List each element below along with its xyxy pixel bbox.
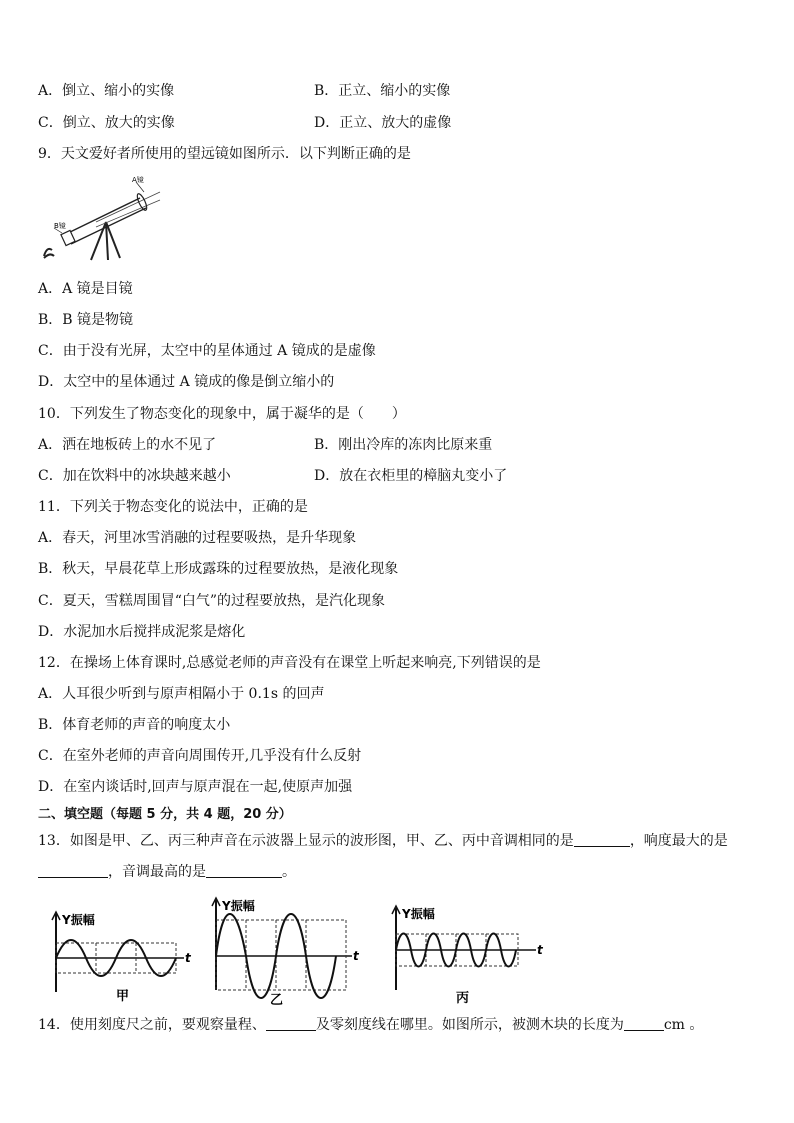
section-title: 二、填空题（每题 5 分，共 4 题，20 分） — [38, 807, 292, 822]
q13-text-4: 。 — [282, 864, 296, 880]
q12-option-c: C．在室外老师的声音向周围传开,几乎没有什么反射 — [38, 748, 362, 764]
q12-option-a: A．人耳很少听到与原声相隔小于 0.1s 的回声 — [38, 686, 325, 702]
q8-option-b: B．正立、缩小的实像 — [314, 83, 451, 99]
q8-option-d: D．正立、放大的虚像 — [314, 115, 452, 131]
waveform-jia — [44, 902, 194, 1006]
q13-text-2: ，响度最大的是 — [629, 833, 728, 849]
t-axis-label: t — [353, 949, 359, 963]
t-axis-label: t — [185, 951, 191, 965]
label-b-lens: B镜 — [54, 222, 66, 230]
q13-blank-2[interactable] — [38, 863, 108, 878]
q14-blank-1[interactable] — [266, 1016, 316, 1031]
waveform-yi — [206, 892, 366, 1010]
q10-option-b: B．刚出冷库的冻肉比原来重 — [314, 437, 493, 453]
q8-option-a: A．倒立、缩小的实像 — [38, 83, 175, 99]
q10-stem: 10．下列发生了物态变化的现象中，属于凝华的是（ ） — [38, 406, 406, 422]
eye-icon — [44, 249, 54, 258]
q12-stem: 12．在操场上体育课时,总感觉老师的声音没有在课堂上听起来响亮,下列错误的是 — [38, 655, 541, 671]
q12-option-b: B．体育老师的声音的响度太小 — [38, 717, 231, 733]
q14-text-2: 及零刻度线在哪里。如图所示，被测木块的长度为 — [315, 1017, 624, 1033]
q9-option-b: B．B 镜是物镜 — [38, 312, 134, 328]
q9-option-a: A．A 镜是目镜 — [38, 281, 133, 297]
q14-stem — [38, 1015, 703, 1035]
q13-text-1: 13．如图是甲、乙、丙三种声音在示波器上显示的波形图，甲、乙、丙中音调相同的是 — [38, 833, 574, 849]
q11-option-d: D．水泥加水后搅拌成泥浆是熔化 — [38, 624, 246, 640]
q9-option-d: D．太空中的星体通过 A 镜成的像是倒立缩小的 — [38, 374, 335, 390]
wave-label-yi: 乙 — [270, 993, 284, 1008]
wave-label-jia: 甲 — [116, 989, 130, 1004]
q13-blank-1[interactable] — [574, 832, 630, 847]
q14-blank-2[interactable] — [624, 1016, 664, 1031]
q13-text-3: ，音调最高的是 — [108, 864, 206, 880]
q8-option-c: C．倒立、放大的实像 — [38, 115, 175, 131]
wave-label-bing: 丙 — [456, 991, 470, 1006]
y-axis-label: Y振幅 — [222, 899, 255, 913]
q10-option-d: D．放在衣柜里的樟脑丸变小了 — [314, 468, 508, 484]
q11-option-b: B．秋天，早晨花草上形成露珠的过程要放热，是液化现象 — [38, 561, 399, 577]
q11-option-a: A．春天，河里冰雪消融的过程要吸热，是升华现象 — [38, 530, 357, 546]
label-a-lens: A镜 — [132, 176, 144, 184]
q13-stem-line1 — [38, 831, 728, 851]
q12-option-d: D．在室内谈话时,回声与原声混在一起,使原声加强 — [38, 779, 353, 795]
q10-option-c: C．加在饮料中的冰块越来越小 — [38, 468, 231, 484]
q13-blank-3[interactable] — [206, 863, 282, 878]
telescope-figure — [36, 172, 166, 264]
q14-text-1: 14．使用刻度尺之前，要观察量程、 — [38, 1017, 266, 1033]
q13-stem-line2 — [38, 862, 296, 882]
waveform-bing — [388, 898, 548, 1008]
q11-stem: 11．下列关于物态变化的说法中，正确的是 — [38, 499, 308, 515]
q9-option-c: C．由于没有光屏，太空中的星体通过 A 镜成的是虚像 — [38, 343, 376, 359]
q14-text-3: cm 。 — [663, 1017, 704, 1033]
t-axis-label: t — [537, 943, 543, 957]
lens-a — [135, 193, 148, 212]
q11-option-c: C．夏天，雪糕周围冒“白气”的过程要放热，是汽化现象 — [38, 593, 386, 609]
q9-stem: 9．天文爱好者所使用的望远镜如图所示．以下判断正确的是 — [38, 146, 411, 162]
y-axis-label: Y振幅 — [62, 913, 95, 927]
q10-option-a: A．洒在地板砖上的水不见了 — [38, 437, 217, 453]
y-axis-label: Y振幅 — [402, 907, 435, 921]
